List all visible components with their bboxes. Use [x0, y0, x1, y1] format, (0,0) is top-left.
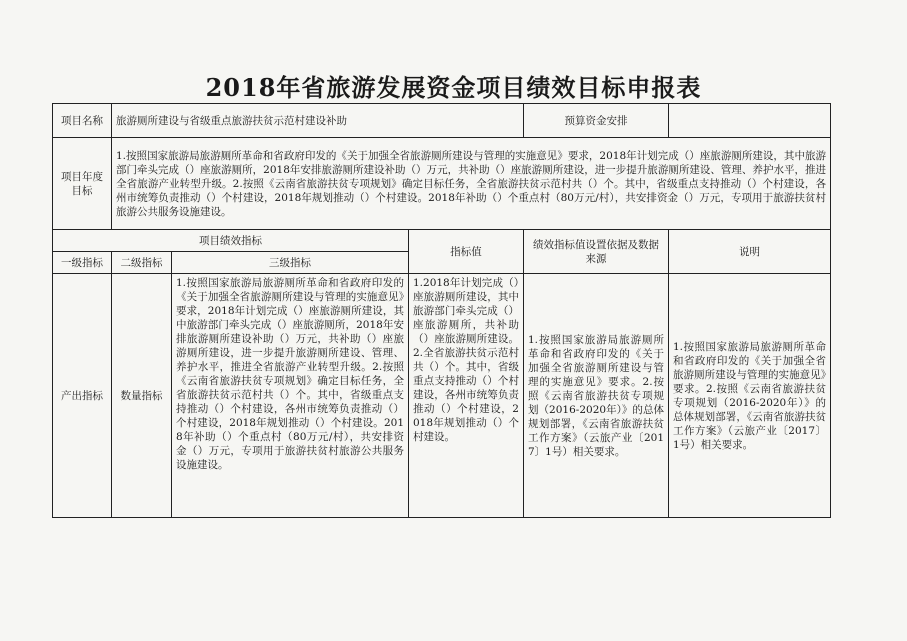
annual-goal-label: 项目年度目标 — [53, 138, 112, 230]
project-name-label: 项目名称 — [53, 104, 112, 138]
output-indicator-row — [53, 274, 831, 518]
indicator-header-row — [53, 230, 831, 252]
perf-indicators-header: 项目绩效指标 — [53, 230, 409, 252]
basis-header: 绩效指标值设置依据及数据来源 — [524, 230, 669, 274]
level3-header: 三级指标 — [172, 252, 409, 274]
project-name-value: 旅游厕所建设与省级重点旅游扶贫示范村建设补助 — [112, 104, 524, 138]
project-name-row — [53, 104, 831, 138]
level1-cell: 产出指标 — [53, 274, 112, 518]
level1-header: 一级指标 — [53, 252, 112, 274]
basis-cell: 1.按照国家旅游局旅游厕所革命和省政府印发的《关于加强全省旅游厕所建设与管理的实施意见》要求。2.按照《云南省旅游扶贫专项规划（2016-2020年）》的总体规划部署，《云南省旅游扶贫工作方案》（云旅产业〔2017〕1号）相关要求。 — [524, 274, 669, 518]
annual-goal-text: 1.按照国家旅游局旅游厕所革命和省政府印发的《关于加强全省旅游厕所建设与管理的实施意见》要求，2018年计划完成（）座旅游厕所建设，其中旅游部门牵头完成（）座旅游厕所，2018年安排旅游厕所建设补助（）万元，共补助（）座旅游厕所建设，进一步提升旅游厕所建设、管理、养护水平，推进全省旅游产业转型升级。2.按照《云南省旅游扶贫专项规划》确定目标任务，全省旅游扶贫示范村共（）个。其中，省级重点支持推动（）个村建设，各州市统筹负责推动（）个村建设，2018年规划推动（）个村建设。2018年补助（）个重点村（80万元/村），共安排资金（）万元，专项用于旅游扶贫村旅游公共服务设施建设。 — [112, 138, 831, 230]
page-title: 2018年省旅游发展资金项目绩效目标申报表 — [205, 73, 702, 102]
level2-header: 二级指标 — [112, 252, 172, 274]
budget-label: 预算资金安排 — [524, 104, 669, 138]
indicator-value-cell: 1.2018年计划完成（）座旅游厕所建设，其中旅游部门牵头完成（）座旅游厕所，共补助（）座旅游厕所建设。2.全省旅游扶贫示范村共（）个。其中，省级重点支持推动（）个村建设，各州市统筹负责推动（）个村建设，2018年规划推动（）个村建设。 — [409, 274, 524, 518]
level2-cell: 数量指标 — [112, 274, 172, 518]
notes-cell: 1.按照国家旅游局旅游厕所革命和省政府印发的《关于加强全省旅游厕所建设与管理的实施意见》要求。2.按照《云南省旅游扶贫专项规划（2016-2020年）》的总体规划部署，《云南省旅游扶贫工作方案》（云旅产业〔2017〕1号）相关要求。 — [669, 274, 831, 518]
notes-header: 说明 — [669, 230, 831, 274]
annual-goal-row — [53, 138, 831, 230]
indicator-value-header: 指标值 — [409, 230, 524, 274]
performance-target-table — [52, 103, 831, 518]
budget-value — [669, 104, 831, 138]
level3-cell: 1.按照国家旅游局旅游厕所革命和省政府印发的《关于加强全省旅游厕所建设与管理的实施意见》要求，2018年计划完成（）座旅游厕所建设，其中旅游部门牵头完成（）座旅游厕所，2018年安排旅游厕所建设补助（）万元，共补助（）座旅游厕所建设，进一步提升旅游厕所建设、管理、养护水平，推进全省旅游产业转型升级。2.按照《云南省旅游扶贫专项规划》确定目标任务，全省旅游扶贫示范村共（）个。其中，省级重点支持推动（）个村建设，各州市统筹负责推动（）个村建设，2018年规划推动（）个村建设。2018年补助（）个重点村（80万元/村），共安排资金（）万元，专项用于旅游扶贫村旅游公共服务设施建设。 — [172, 274, 409, 518]
